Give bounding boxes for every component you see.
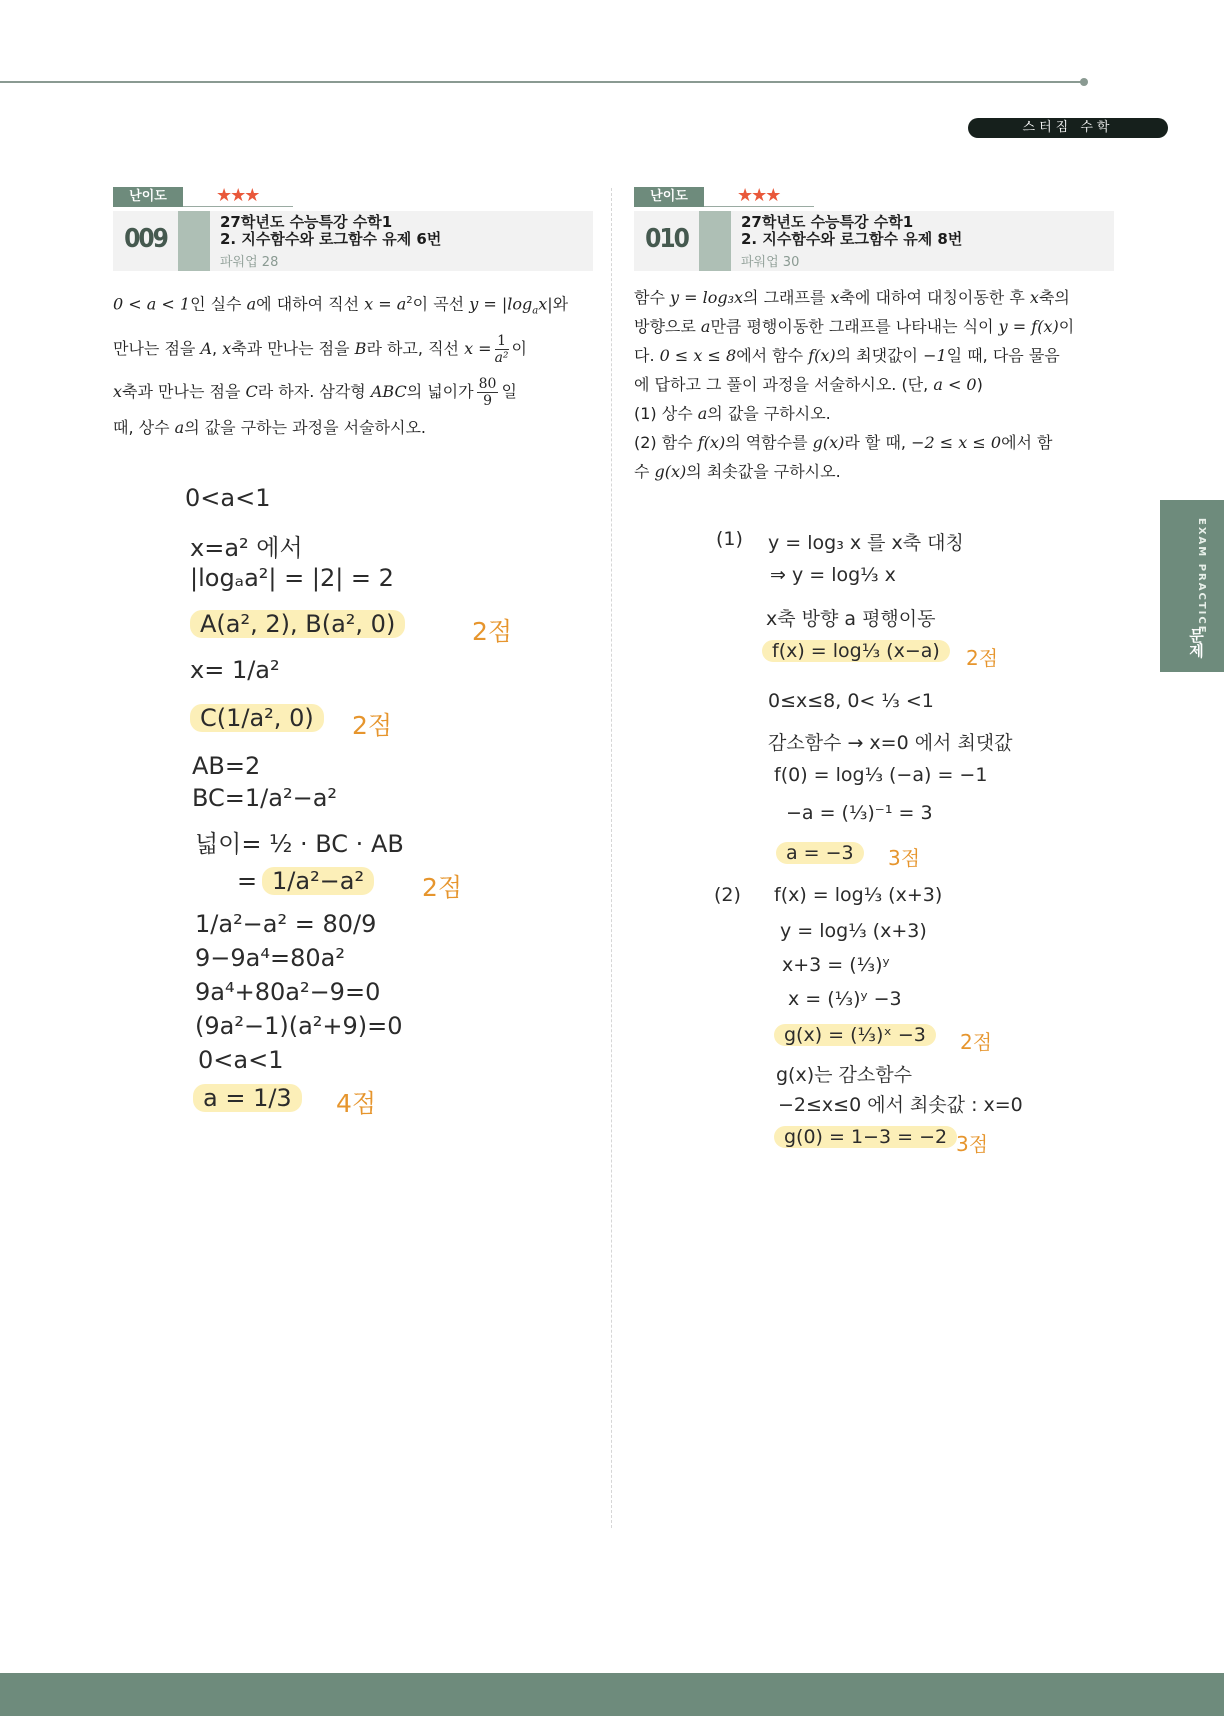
solution-line: AB=2 [192, 752, 261, 780]
solution-line: ⇒ y = log⅓ x [770, 564, 896, 586]
solution-line: x= 1/a² [190, 656, 280, 684]
problem-sub-source: 파워업 30 [741, 255, 800, 270]
solution-line: −a = (⅓)⁻¹ = 3 [786, 802, 933, 824]
difficulty-badge: 난이도 [634, 187, 704, 207]
problem-source [220, 214, 441, 248]
score-points: 2점 [422, 873, 463, 902]
score-points: 2점 [960, 1030, 993, 1054]
info-accent-bar [178, 211, 210, 271]
solution-line-highlighted: g(0) = 1−3 = −2 [774, 1126, 957, 1148]
solution-line: = [237, 867, 258, 895]
solution-line: f(0) = log⅓ (−a) = −1 [774, 764, 988, 786]
difficulty-badge: 난이도 [113, 187, 183, 207]
fraction-1-over-a2: $\frac{1}{\text{a²}}$ [494, 332, 509, 366]
fraction-80-over-9: $\frac{80}{9}$ [478, 375, 497, 409]
side-tab-korean: 문제 [1187, 628, 1205, 658]
solution-line: f(x) = log⅓ (x+3) [774, 884, 943, 906]
problem-009-header [113, 187, 593, 271]
solution-line-highlighted: a = −3 [776, 842, 864, 864]
solution-line: x = (⅓)ʸ −3 [788, 988, 902, 1010]
column-divider [611, 188, 612, 1528]
difficulty-stars: ★★★ [737, 185, 780, 206]
score-points: 2점 [472, 617, 513, 646]
solution-line-highlighted: g(x) = (⅓)ˣ −3 [774, 1024, 936, 1046]
solution-line: 0≤x≤8, 0< ⅓ <1 [768, 690, 934, 712]
brand-badge: 스터짐 수학 [968, 118, 1168, 138]
question-009-text [113, 286, 593, 443]
solution-line-highlighted: f(x) = log⅓ (x−a) [762, 640, 950, 662]
header-rule [0, 81, 1084, 83]
problem-010-header [634, 187, 1114, 271]
footer-band [0, 1673, 1224, 1716]
solution-line: 감소함수 → x=0 에서 최댓값 [768, 732, 1013, 754]
solution-line: y = log⅓ (x+3) [780, 920, 927, 942]
q-line: 0 < a < 1인 실수 a에 대하여 직선 $x = a^2$이 곡선 $y = |\log_ax|$와 [113, 294, 569, 317]
info-accent-bar [699, 211, 731, 271]
difficulty-stars: ★★★ [216, 185, 259, 206]
solution-line-highlighted: a = 1/3 [193, 1084, 302, 1112]
problem-sub-source: 파워업 28 [220, 255, 279, 270]
problem-info-box [113, 211, 593, 271]
problem-info-box [634, 211, 1114, 271]
solution-part-label: (2) [714, 884, 741, 906]
side-tab [1160, 500, 1224, 672]
q-line: 만나는 점을 A, x축과 만나는 점을 B라 하고, 직선 x = $\frac{1}{\text{a²}}$ 이 [113, 332, 528, 366]
question-010-text [634, 283, 1112, 486]
solution-part-label: (1) [716, 528, 743, 550]
solution-line: |logₐa²| = |2| = 2 [190, 564, 394, 592]
q-line: 수 g(x)의 최솟값을 구하시오. [634, 462, 841, 481]
difficulty-rule [704, 206, 814, 207]
solution-line: y = log₃ x 를 x축 대칭 [768, 532, 964, 554]
problem-number: 010 [645, 224, 688, 254]
problem-source-line2: 2. 지수함수와 로그함수 유제 8번 [741, 230, 963, 248]
problem-source-line1: 27학년도 수능특강 수학1 [741, 213, 914, 231]
solution-line: 0<a<1 [198, 1046, 284, 1074]
solution-line-highlighted: C(1/a², 0) [190, 704, 324, 732]
q-line: 함수 y = log₃x의 그래프를 x축에 대하여 대칭이동한 후 x축의 [634, 288, 1070, 307]
q-line: 때, 상수 a의 값을 구하는 과정을 서술하시오. [113, 417, 427, 437]
solution-line: (9a²−1)(a²+9)=0 [195, 1012, 403, 1040]
score-points: 3점 [888, 846, 921, 870]
score-points: 4점 [336, 1089, 377, 1118]
q-line: 다. 0 ≤ x ≤ 8에서 함수 f(x)의 최댓값이 −1일 때, 다음 물음 [634, 346, 1060, 365]
solution-line: x축 방향 a 평행이동 [766, 608, 936, 630]
solution-line: x+3 = (⅓)ʸ [782, 954, 890, 976]
problem-source-line1: 27학년도 수능특강 수학1 [220, 213, 393, 231]
q-line: (2) 함수 f(x)의 역함수를 g(x)라 할 때, −2 ≤ x ≤ 0에서 함 [634, 433, 1053, 452]
problem-source [741, 214, 962, 248]
q-line: 방향으로 a만큼 평행이동한 그래프를 나타내는 식이 y = f(x)이 [634, 317, 1075, 336]
score-points: 2점 [966, 646, 999, 670]
solution-line: −2≤x≤0 에서 최솟값 : x=0 [778, 1094, 1023, 1116]
solution-line: 1/a²−a² = 80/9 [195, 910, 377, 938]
solution-line: x=a² 에서 [190, 534, 303, 562]
solution-line: BC=1/a²−a² [192, 784, 338, 812]
solution-line-highlighted: 1/a²−a² [262, 867, 374, 895]
solution-line: g(x)는 감소함수 [776, 1064, 912, 1086]
q-line: (1) 상수 a의 값을 구하시오. [634, 404, 831, 423]
header-rule-dot [1080, 78, 1088, 86]
problem-number: 009 [124, 224, 167, 254]
solution-line: 0<a<1 [185, 484, 271, 512]
side-tab-english: EXAM PRACTICE [1196, 518, 1207, 635]
difficulty-rule [183, 206, 293, 207]
score-points: 3점 [956, 1132, 989, 1156]
q-line: x축과 만나는 점을 C라 하자. 삼각형 ABC의 넓이가 $\frac{80}{9}$ 일 [113, 375, 517, 409]
solution-line: 9a⁴+80a²−9=0 [195, 978, 381, 1006]
solution-line: 넓이= ½ · BC · AB [195, 830, 404, 858]
problem-source-line2: 2. 지수함수와 로그함수 유제 6번 [220, 230, 442, 248]
solution-line: 9−9a⁴=80a² [195, 944, 345, 972]
solution-line-highlighted: A(a², 2), B(a², 0) [190, 610, 405, 638]
score-points: 2점 [352, 711, 393, 740]
q-line: 에 답하고 그 풀이 과정을 서술하시오. (단, a < 0) [634, 375, 983, 394]
